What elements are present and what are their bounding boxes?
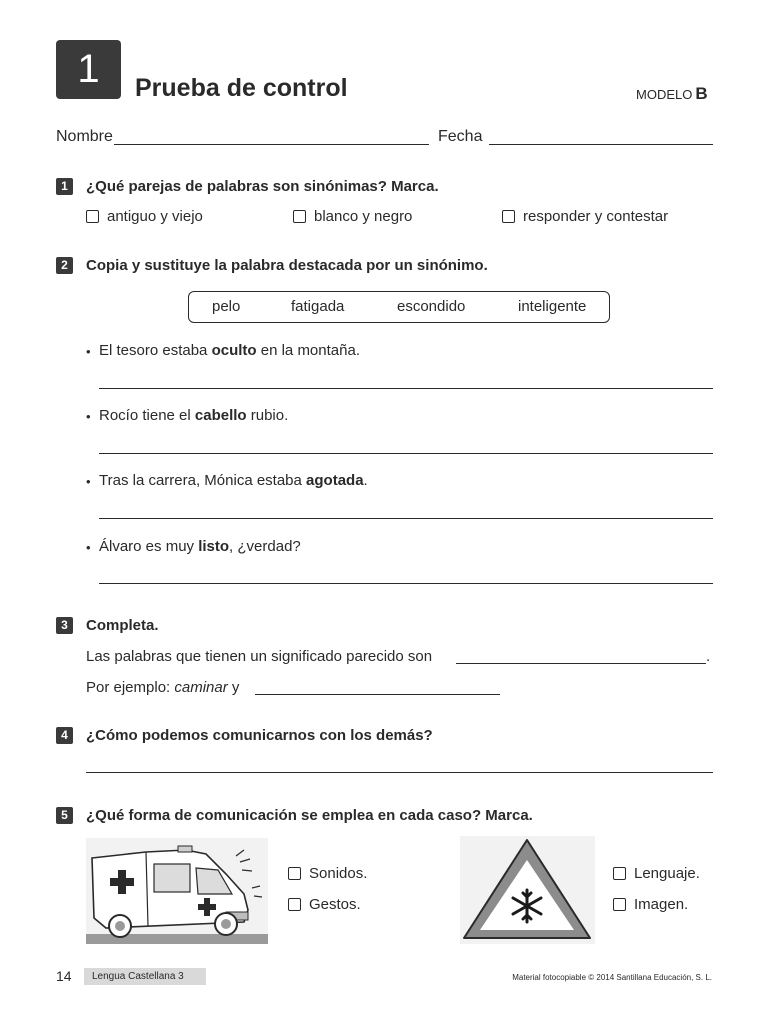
question-number-2: 2 <box>56 257 73 274</box>
name-field[interactable] <box>114 144 429 145</box>
question-number-3: 3 <box>56 617 73 634</box>
q1-option-1[interactable] <box>86 208 203 225</box>
sentence-text: El tesoro estaba <box>99 342 212 359</box>
snowflake-warning-sign-image <box>460 836 595 944</box>
word-bank-item: inteligente <box>518 298 587 315</box>
name-label: Nombre <box>56 128 113 145</box>
highlighted-word: oculto <box>211 342 257 359</box>
q4-answer-line[interactable] <box>86 772 713 773</box>
q5-option-gestos[interactable] <box>288 896 361 913</box>
word-bank-item: fatigada <box>291 298 345 315</box>
q3-line-2 <box>86 679 239 696</box>
sentence-text: . <box>363 472 368 489</box>
q3-answer-line-1[interactable] <box>456 663 706 664</box>
checkbox[interactable] <box>288 867 301 880</box>
sentence-text: Tras la carrera, Mónica estaba <box>99 472 307 489</box>
sentence-text: , ¿verdad? <box>229 538 301 555</box>
sentence-4 <box>99 538 301 555</box>
question-4-text: ¿Cómo podemos comunicarnos con los demás? <box>86 727 433 744</box>
highlighted-word: cabello <box>194 407 247 424</box>
q3-example-suffix: y <box>227 679 240 696</box>
bullet: • <box>86 474 91 489</box>
q3-answer-line-2[interactable] <box>255 694 500 695</box>
ambulance-image <box>86 838 268 944</box>
question-5-text: ¿Qué forma de comunicación se emplea en cada caso? Marca. <box>86 807 533 824</box>
sentence-text: Rocío tiene el <box>99 407 195 424</box>
option-label: blanco y negro <box>314 208 413 225</box>
highlighted-word: listo <box>198 538 230 555</box>
page-title: Prueba de control <box>135 74 348 102</box>
checkbox[interactable] <box>86 210 99 223</box>
q3-line-1-end: . <box>706 648 711 665</box>
q5-option-imagen[interactable] <box>613 896 688 913</box>
q3-line-1: Las palabras que tienen un significado parecido son <box>86 648 433 665</box>
date-field[interactable] <box>489 144 713 145</box>
question-1-text: ¿Qué parejas de palabras son sinónimas? Marca. <box>86 178 439 195</box>
sentence-1 <box>99 342 360 359</box>
option-label: Imagen. <box>634 896 689 913</box>
model-label-text: MODELO <box>636 87 693 102</box>
unit-number-badge: 1 <box>56 40 121 99</box>
q1-option-3[interactable] <box>502 208 668 225</box>
sentence-text: en la montaña. <box>256 342 360 359</box>
option-label: antiguo y viejo <box>107 208 203 225</box>
date-label: Fecha <box>438 128 483 145</box>
option-label: responder y contestar <box>523 208 669 225</box>
sentence-2 <box>99 407 288 424</box>
checkbox[interactable] <box>288 898 301 911</box>
copyright-notice: Material fotocopiable © 2014 Santillana Educación, S. L. <box>512 973 712 982</box>
q3-example-prefix: Por ejemplo: <box>86 679 175 696</box>
word-bank-item: escondido <box>397 298 466 315</box>
book-title-tag: Lengua Castellana 3 <box>84 968 206 985</box>
answer-line-4[interactable] <box>99 583 713 584</box>
question-number-4: 4 <box>56 727 73 744</box>
sentence-3 <box>99 472 368 489</box>
sentence-text: rubio. <box>246 407 289 424</box>
highlighted-word: agotada <box>306 472 364 489</box>
model-label <box>636 84 708 104</box>
question-number-1: 1 <box>56 178 73 195</box>
option-label: Sonidos. <box>309 865 368 882</box>
q5-option-lenguaje[interactable] <box>613 865 700 882</box>
word-bank-item: pelo <box>212 298 241 315</box>
model-value: B <box>695 84 708 103</box>
option-label: Gestos. <box>309 896 361 913</box>
checkbox[interactable] <box>613 898 626 911</box>
option-label: Lenguaje. <box>634 865 700 882</box>
bullet: • <box>86 344 91 359</box>
q5-option-sonidos[interactable] <box>288 865 367 882</box>
question-2-text: Copia y sustituye la palabra destacada por un sinónimo. <box>86 257 488 274</box>
checkbox[interactable] <box>502 210 515 223</box>
question-number-5: 5 <box>56 807 73 824</box>
checkbox[interactable] <box>293 210 306 223</box>
q3-example-word: caminar <box>174 679 228 696</box>
checkbox[interactable] <box>613 867 626 880</box>
sentence-text: Álvaro es muy <box>99 538 199 555</box>
bullet: • <box>86 409 91 424</box>
page-number: 14 <box>56 968 72 984</box>
answer-line-2[interactable] <box>99 453 713 454</box>
answer-line-1[interactable] <box>99 388 713 389</box>
answer-line-3[interactable] <box>99 518 713 519</box>
bullet: • <box>86 540 91 555</box>
q1-option-2[interactable] <box>293 208 412 225</box>
question-3-text: Completa. <box>86 617 159 634</box>
